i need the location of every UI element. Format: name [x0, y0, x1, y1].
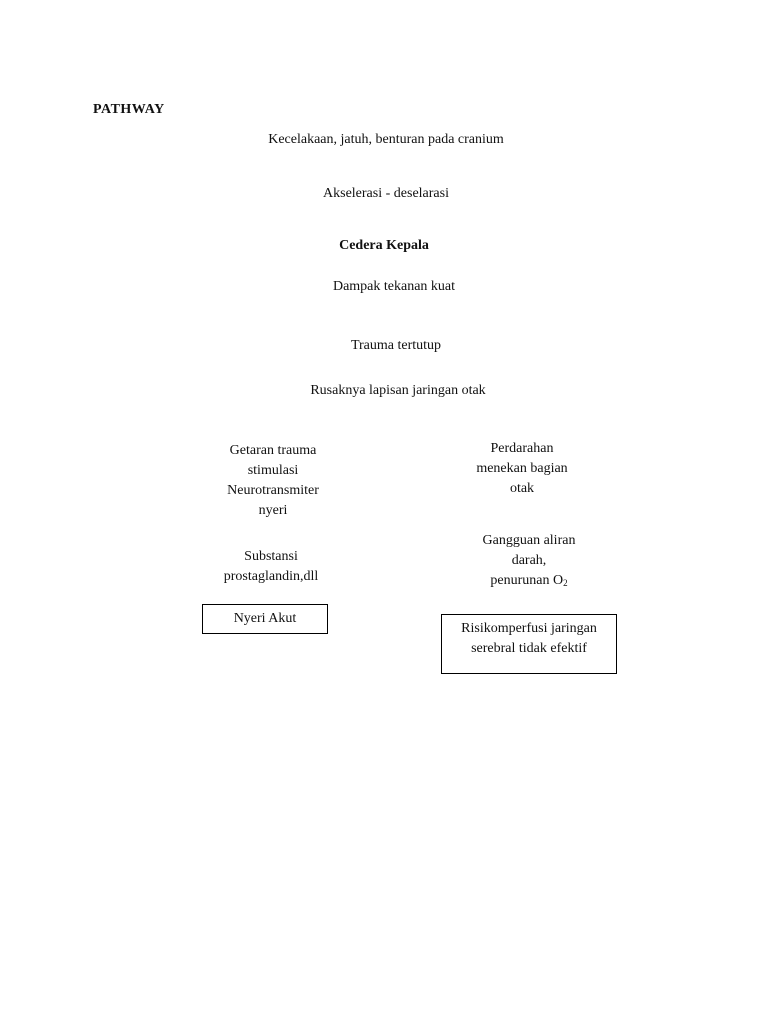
- flow-step-impact: Dampak tekanan kuat: [332, 279, 456, 294]
- flow-step-head-injury: Cedera Kepala: [339, 238, 429, 253]
- left-branch-substance-block: [224, 547, 319, 587]
- right-branch-blood-flow-block: [483, 531, 576, 591]
- diagnosis-box-acute-pain: [202, 604, 328, 634]
- left-branch-line: Neurotransmiter: [227, 483, 319, 498]
- diagnosis-label: serebral tidak efektif: [471, 641, 587, 656]
- left-branch-line: prostaglandin,dll: [223, 569, 319, 584]
- right-branch-bleeding-block: [476, 439, 567, 499]
- left-branch-line: stimulasi: [247, 463, 299, 478]
- diagnosis-label: Nyeri Akut: [233, 611, 297, 626]
- flow-step-mechanism: Akselerasi - deselarasi: [323, 186, 449, 201]
- flow-step-closed-trauma: Trauma tertutup: [350, 338, 442, 353]
- o2-subscript: 2: [563, 578, 568, 588]
- flow-step-brain-tissue-damage: Rusaknya lapisan jaringan otak: [310, 383, 486, 398]
- left-branch-vibration-block: [227, 441, 319, 521]
- page-title: PATHWAY: [93, 102, 165, 117]
- flow-step-cause: Kecelakaan, jatuh, benturan pada cranium: [268, 132, 504, 147]
- o2-prefix: penurunan O: [490, 573, 564, 588]
- diagnosis-box-cerebral-perfusion: [441, 614, 617, 674]
- right-branch-line: otak: [509, 481, 535, 496]
- left-branch-line: nyeri: [258, 503, 288, 518]
- right-branch-line: darah,: [511, 553, 547, 568]
- left-branch-line: Getaran trauma: [229, 443, 317, 458]
- right-branch-line: Perdarahan: [490, 441, 554, 456]
- right-branch-line-o2: [483, 571, 576, 591]
- left-branch-line: Substansi: [244, 549, 298, 564]
- right-branch-line: menekan bagian: [476, 461, 568, 476]
- right-branch-line: Gangguan aliran: [482, 533, 576, 548]
- diagnosis-label: Risikomperfusi jaringan: [461, 621, 597, 636]
